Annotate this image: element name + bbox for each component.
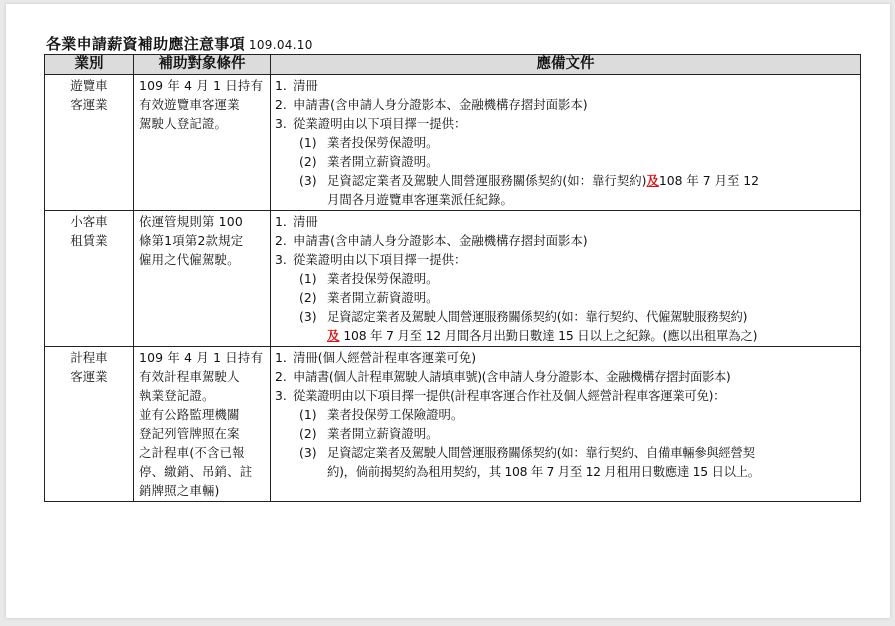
industry-cell: [45, 347, 134, 502]
condition-line: 駕駛人登記證。: [139, 116, 228, 131]
condition-line: 109 年 4 月 1 日持有: [139, 78, 264, 93]
doc-subitem-2: (2) 業者開立薪資證明。: [299, 426, 439, 441]
industry-line: 客運業: [70, 369, 108, 384]
condition-line: 依運管規則第 100: [139, 214, 243, 229]
doc-subitem-3: (3) 足資認定業者及駕駛人間營運服務關係契約(如：靠行契約、代僱駕駛服務契約): [299, 309, 748, 324]
industry-cell: [45, 75, 134, 211]
doc-subitem-1: (1) 業者投保勞保證明。: [299, 135, 439, 150]
doc-subitem-3-cont: 約)，倘前揭契約為租用契約，其 108 年 7 月至 12 月租用日數應達 15 日以上。: [327, 464, 760, 479]
table-header-row: [45, 55, 861, 75]
condition-cell: [134, 347, 271, 502]
doc-item-2: 2. 申請書(個人計程車駕駛人請填車號)(含申請人身分證影本、金融機構存摺封面影本): [275, 369, 731, 384]
document-page: [6, 4, 890, 618]
table-row: [45, 347, 861, 502]
doc-subitem-1: (1) 業者投保勞工保險證明。: [299, 407, 464, 422]
page-title: [46, 33, 313, 54]
doc-subitem-2: (2) 業者開立薪資證明。: [299, 154, 439, 169]
industry-cell: [45, 211, 134, 347]
header-documents: 應備文件: [271, 55, 861, 75]
doc-item-3: 3. 從業證明由以下項目擇一提供：: [275, 252, 467, 267]
documents-cell: [271, 211, 861, 347]
doc-subitem-3: (3) 足資認定業者及駕駛人間營運服務關係契約(如：靠行契約)及108 年 7 月至 12: [299, 173, 760, 188]
condition-line: 停、繳銷、吊銷、註: [139, 464, 253, 479]
condition-line: 有效計程車駕駛人: [139, 369, 240, 384]
doc-item-3: 3. 從業證明由以下項目擇一提供：: [275, 116, 467, 131]
table-row: [45, 211, 861, 347]
industry-line: 客運業: [70, 97, 108, 112]
doc-subitem-3: (3) 足資認定業者及駕駛人間營運服務關係契約(如：靠行契約、自備車輛參與經營契: [299, 445, 755, 460]
doc-item-3: 3. 從業證明由以下項目擇一提供(計程車客運合作社及個人經營計程車客運業可免)：: [275, 388, 726, 403]
industry-line: 遊覽車: [70, 78, 108, 93]
header-condition: 補助對象條件: [134, 55, 271, 75]
title-date: 109.04.10: [248, 38, 313, 52]
table-row: [45, 75, 861, 211]
documents-cell: [271, 75, 861, 211]
condition-line: 銷牌照之車輛): [139, 483, 220, 498]
emphasis-and: 及: [646, 173, 659, 188]
header-industry: 業別: [45, 55, 134, 75]
industry-line: 小客車: [70, 214, 108, 229]
doc-item-2: 2. 申請書(含申請人身分證影本、金融機構存摺封面影本): [275, 97, 588, 112]
emphasis-and: 及: [327, 328, 340, 343]
doc-item-1: 1. 清冊(個人經營計程車客運業可免): [275, 350, 477, 365]
condition-line: 有效遊覽車客運業: [139, 97, 240, 112]
condition-line: 登記列管牌照在案: [139, 426, 240, 441]
condition-line: 條第1項第2款規定: [139, 233, 244, 248]
doc-item-2: 2. 申請書(含申請人身分證影本、金融機構存摺封面影本): [275, 233, 588, 248]
condition-line: 僱用之代僱駕駛。: [139, 252, 240, 267]
doc-subitem-2: (2) 業者開立薪資證明。: [299, 290, 439, 305]
condition-cell: [134, 75, 271, 211]
condition-cell: [134, 211, 271, 347]
condition-line: 109 年 4 月 1 日持有: [139, 350, 264, 365]
title-text: 各業申請薪資補助應注意事項: [46, 35, 245, 53]
documents-cell: [271, 347, 861, 502]
requirements-table: [44, 54, 861, 502]
doc-subitem-3-cont: 月間各月遊覽車客運業派任紀錄。: [327, 192, 513, 207]
condition-line: 執業登記證。: [139, 388, 215, 403]
industry-line: 計程車: [70, 350, 108, 365]
doc-subitem-1: (1) 業者投保勞保證明。: [299, 271, 439, 286]
industry-line: 租賃業: [70, 233, 108, 248]
doc-item-1: 1. 清冊: [275, 214, 318, 229]
condition-line: 之計程車(不含已報: [139, 445, 245, 460]
condition-line: 並有公路監理機關: [139, 407, 240, 422]
doc-subitem-3-cont: 及 108 年 7 月至 12 月間各月出勤日數達 15 日以上之紀錄。(應以出租單為之): [327, 328, 758, 343]
doc-item-1: 1. 清冊: [275, 78, 318, 93]
